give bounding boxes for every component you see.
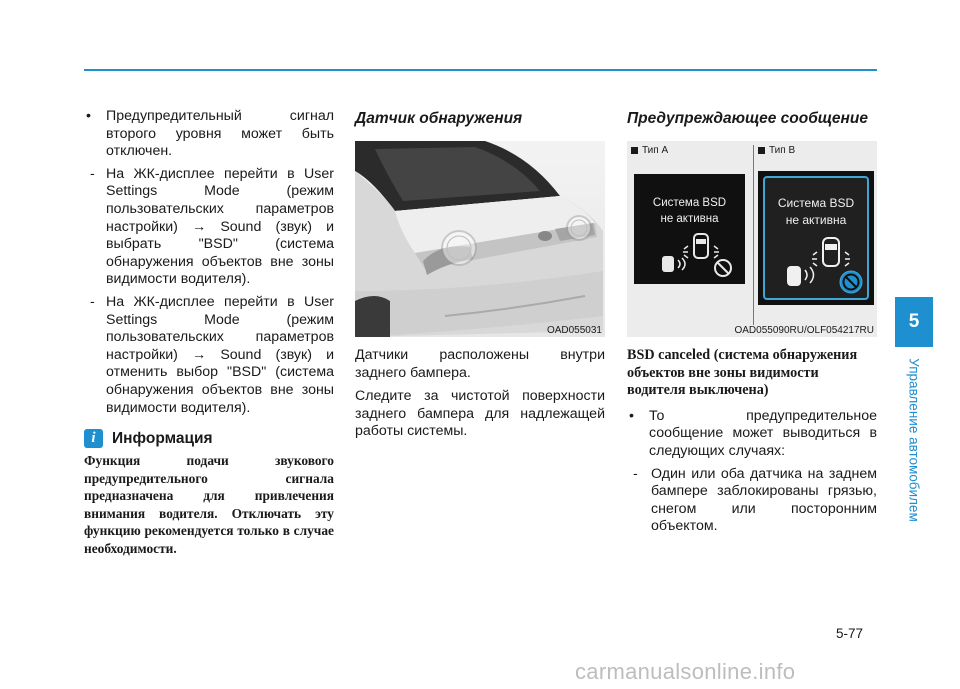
chapter-title: Управление автомобилем — [906, 358, 922, 522]
dash-text: Один или оба датчика на заднем бампере заблокированы грязью, снегом или посторонним объектом. — [651, 465, 877, 535]
car-rear-illustration — [355, 141, 605, 337]
dash-mark: - — [633, 465, 638, 482]
figure-code: OAD055031 — [546, 325, 602, 336]
car-rear-figure — [355, 141, 605, 337]
section-title-sensor: Датчик обнаружения — [355, 110, 523, 127]
sensor-paragraph: Следите за чистотой поверхности заднего бампера для надлежащей работы системы. — [355, 388, 605, 440]
bsd-message-figure — [627, 141, 877, 337]
bsd-canceled-subtitle: BSD canceled (система обнаружения объектов вне зоны видимости водителя выключена) — [627, 347, 858, 399]
type-a-label: Тип A — [642, 145, 669, 156]
dash-mark: - — [90, 293, 95, 310]
figure-divider — [753, 145, 754, 325]
square-icon — [758, 147, 765, 154]
type-b-label: Тип B — [769, 145, 796, 156]
page-number: 5-77 — [836, 626, 864, 641]
dash-item — [627, 466, 877, 536]
screen-text-line2: не активна — [660, 213, 719, 225]
screen-text-line2: не активна — [785, 213, 847, 227]
display-screen-type-a — [634, 174, 745, 284]
bullet-mark: • — [629, 407, 634, 424]
bullet-text: То предупредительное сообщение может выводиться в следующих случаях: — [649, 407, 877, 459]
bullet-mark: • — [86, 108, 91, 124]
bullet-text: Предупредительный сигнал второго уровня может быть отключен. — [106, 108, 334, 160]
watermark: carmanualsonline.info — [575, 659, 796, 684]
type-a-tag — [631, 145, 668, 156]
figure-code: OAD055090RU/OLF054217RU — [734, 325, 874, 336]
bullet-item — [627, 408, 877, 461]
dash-item — [84, 294, 334, 417]
info-body: Функция подачи звукового предупредительного сигнала предназначена для привлечения внимания водителя. Отключать эту функцию рекомендуется только в случае необходимости. — [84, 453, 334, 557]
info-header — [84, 429, 334, 448]
dash-text: На ЖК-дисплее перейти в User Settings Mode (режим пользовательских параметров настройки) → Sound (звук) и выбрать "BSD" (система обнаружения объектов вне зоны видимости водителя). — [106, 165, 334, 288]
section-title-warning: Предупреждающее сообщение — [627, 110, 868, 127]
dash-text: На ЖК-дисплее перейти в User Settings Mode (режим пользовательских параметров настройки) → Sound (звук) и отменить выбор "BSD" (система обнаружения объектов вне зоны видимости водителя). — [106, 293, 334, 416]
dash-mark: - — [90, 165, 95, 182]
display-screen-type-b-frame — [763, 176, 869, 300]
info-title: Информация — [112, 429, 213, 447]
screen-text-line1: Система BSD — [652, 197, 727, 209]
chapter-tab: 5 — [895, 297, 933, 347]
column-3 — [627, 110, 877, 541]
dash-item — [84, 166, 334, 289]
top-rule — [84, 69, 877, 71]
bsd-cars-icon — [648, 230, 738, 280]
bullet-item — [84, 108, 334, 161]
column-1 — [84, 108, 334, 558]
column-2 — [355, 110, 605, 441]
info-icon: i — [84, 429, 103, 448]
bsd-cars-icon — [769, 234, 867, 298]
screen-text-line1: Система BSD — [777, 196, 855, 210]
square-icon — [631, 147, 638, 154]
type-b-tag — [758, 145, 795, 156]
display-screen-type-b — [758, 171, 874, 305]
sensor-paragraph: Датчики расположены внутри заднего бампера. — [355, 347, 605, 381]
